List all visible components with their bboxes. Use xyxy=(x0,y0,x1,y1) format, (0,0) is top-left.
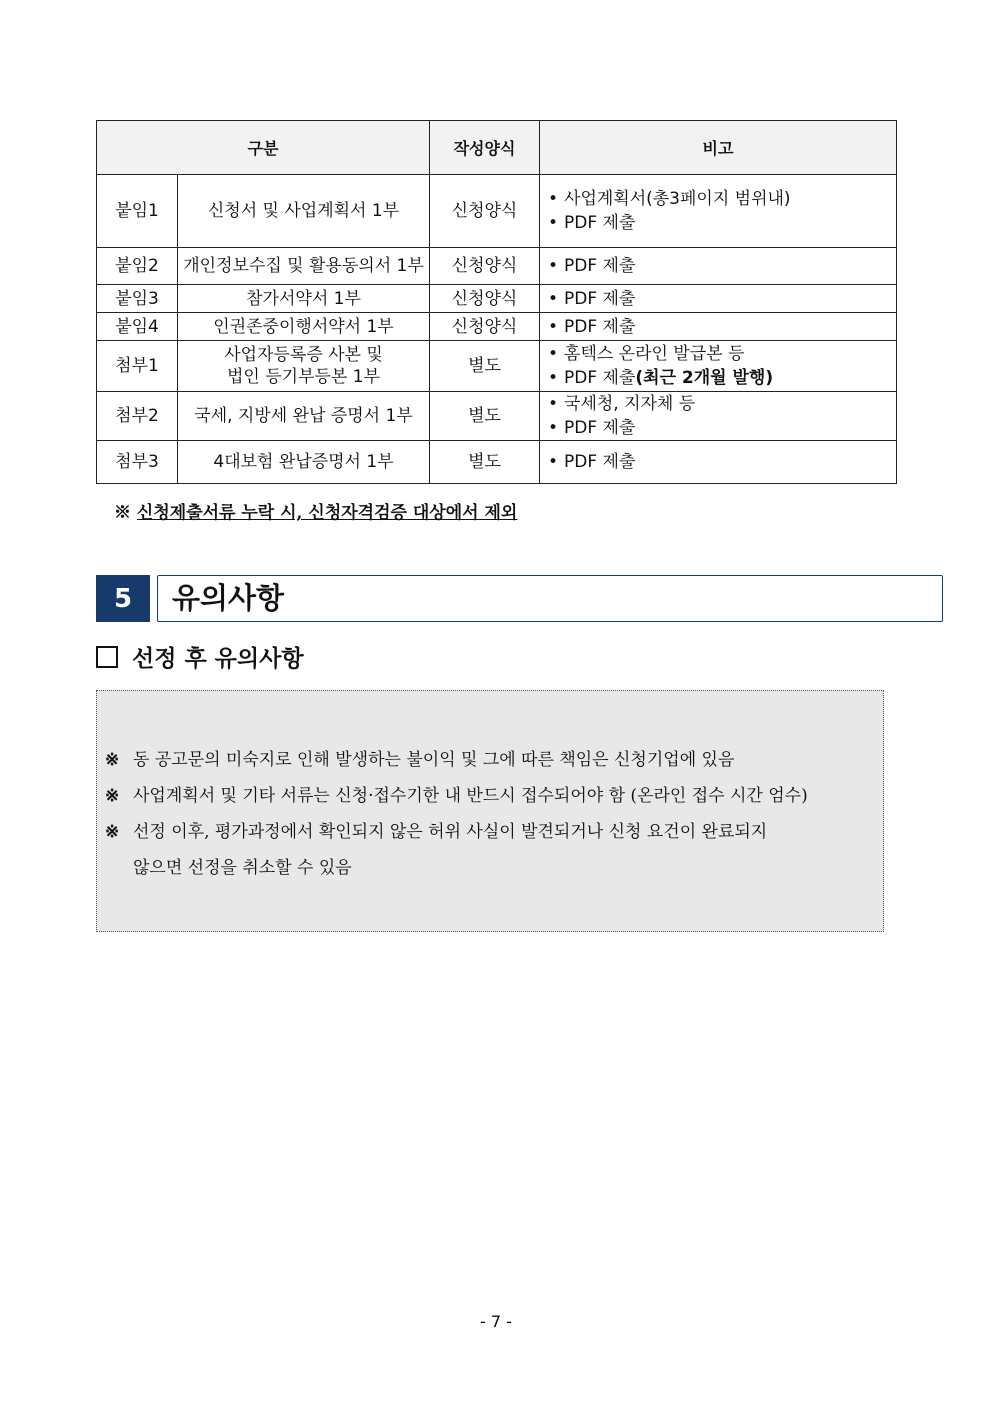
row-name: 개인정보수집 및 활용동의서 1부 xyxy=(178,248,430,285)
row-code: 붙임2 xyxy=(97,248,178,285)
row-code: 첨부3 xyxy=(97,441,178,484)
row-notes xyxy=(540,175,897,248)
row-notes xyxy=(540,248,897,285)
row-name xyxy=(178,341,430,392)
row-name: 신청서 및 사업계획서 1부 xyxy=(178,175,430,248)
checkbox-icon xyxy=(96,646,118,668)
row-form: 별도 xyxy=(430,341,540,392)
note-text: PDF 제출 xyxy=(564,368,636,388)
header-note: 비고 xyxy=(540,121,897,175)
note-item: • 홈텍스 온라인 발급본 등 xyxy=(548,342,896,366)
table-row xyxy=(97,313,897,341)
note-item: • PDF 제출 xyxy=(548,211,896,235)
table-row xyxy=(97,392,897,441)
row-code: 붙임1 xyxy=(97,175,178,248)
note-item: • 국세청, 지자체 등 xyxy=(548,392,896,416)
row-form: 별도 xyxy=(430,392,540,441)
reference-mark: ※ xyxy=(105,786,120,806)
row-form: 별도 xyxy=(430,441,540,484)
note-item: • 사업계획서(총3페이지 범위내) xyxy=(548,187,896,211)
row-notes xyxy=(540,441,897,484)
header-form: 작성양식 xyxy=(430,121,540,175)
note-item: • PDF 제출 xyxy=(548,254,896,278)
table-header-row xyxy=(97,121,897,175)
row-code: 붙임3 xyxy=(97,285,178,313)
note-item: • PDF 제출 xyxy=(548,315,896,339)
row-notes xyxy=(540,285,897,313)
table-row xyxy=(97,285,897,313)
section-number: 5 xyxy=(96,575,150,622)
subheading-text: 선정 후 유의사항 xyxy=(132,645,304,672)
row-form: 신청양식 xyxy=(430,248,540,285)
row-name: 국세, 지방세 완납 증명서 1부 xyxy=(178,392,430,441)
reference-mark: ※ xyxy=(114,503,131,523)
table-row xyxy=(97,248,897,285)
note-item: • PDF 제출 xyxy=(548,450,896,474)
table-footnote xyxy=(114,498,517,523)
table-row xyxy=(97,441,897,484)
row-notes xyxy=(540,341,897,392)
section-title: 유의사항 xyxy=(172,581,285,615)
row-code: 첨부2 xyxy=(97,392,178,441)
reference-mark: ※ xyxy=(105,822,120,842)
notice-item xyxy=(105,779,875,814)
page-number: - 7 - xyxy=(480,1312,512,1331)
subheading xyxy=(96,640,304,673)
row-notes xyxy=(540,392,897,441)
notice-box xyxy=(96,690,884,932)
row-form: 신청양식 xyxy=(430,175,540,248)
row-code: 붙임4 xyxy=(97,313,178,341)
notice-text: 사업계획서 및 기타 서류는 신청·접수기한 내 반드시 접수되어야 함 (온라인 접수 시간 엄수) xyxy=(133,786,808,806)
row-name-line: 법인 등기부등본 1부 xyxy=(227,367,380,387)
row-form: 신청양식 xyxy=(430,285,540,313)
row-name: 인권존중이행서약서 1부 xyxy=(178,313,430,341)
row-name: 4대보험 완납증명서 1부 xyxy=(178,441,430,484)
footnote-text: 신청제출서류 누락 시, 신청자격검증 대상에서 제외 xyxy=(136,503,518,523)
notice-text: 동 공고문의 미숙지로 인해 발생하는 불이익 및 그에 따른 책임은 신청기업에 있음 xyxy=(133,750,735,770)
notice-text: 선정 이후, 평가과정에서 확인되지 않은 허위 사실이 발견되거나 신청 요건이 완료되지 xyxy=(133,822,768,842)
note-item: • PDF 제출 xyxy=(548,287,896,311)
notice-continuation: 않으면 선정을 취소할 수 있음 xyxy=(133,858,352,878)
note-emphasis: (최근 2개월 발행) xyxy=(635,368,774,388)
row-name-line: 사업자등록증 사본 및 xyxy=(224,345,383,365)
header-category: 구분 xyxy=(97,121,430,175)
row-form: 신청양식 xyxy=(430,313,540,341)
submission-documents-table xyxy=(96,120,897,484)
table-row xyxy=(97,341,897,392)
row-code: 첨부1 xyxy=(97,341,178,392)
row-name: 참가서약서 1부 xyxy=(178,285,430,313)
table-row xyxy=(97,175,897,248)
notice-item xyxy=(105,815,875,850)
reference-mark: ※ xyxy=(105,750,120,770)
note-item xyxy=(548,366,896,390)
note-item: • PDF 제출 xyxy=(548,416,896,440)
section-title-box xyxy=(157,575,943,622)
row-notes xyxy=(540,313,897,341)
notice-item xyxy=(105,743,875,778)
